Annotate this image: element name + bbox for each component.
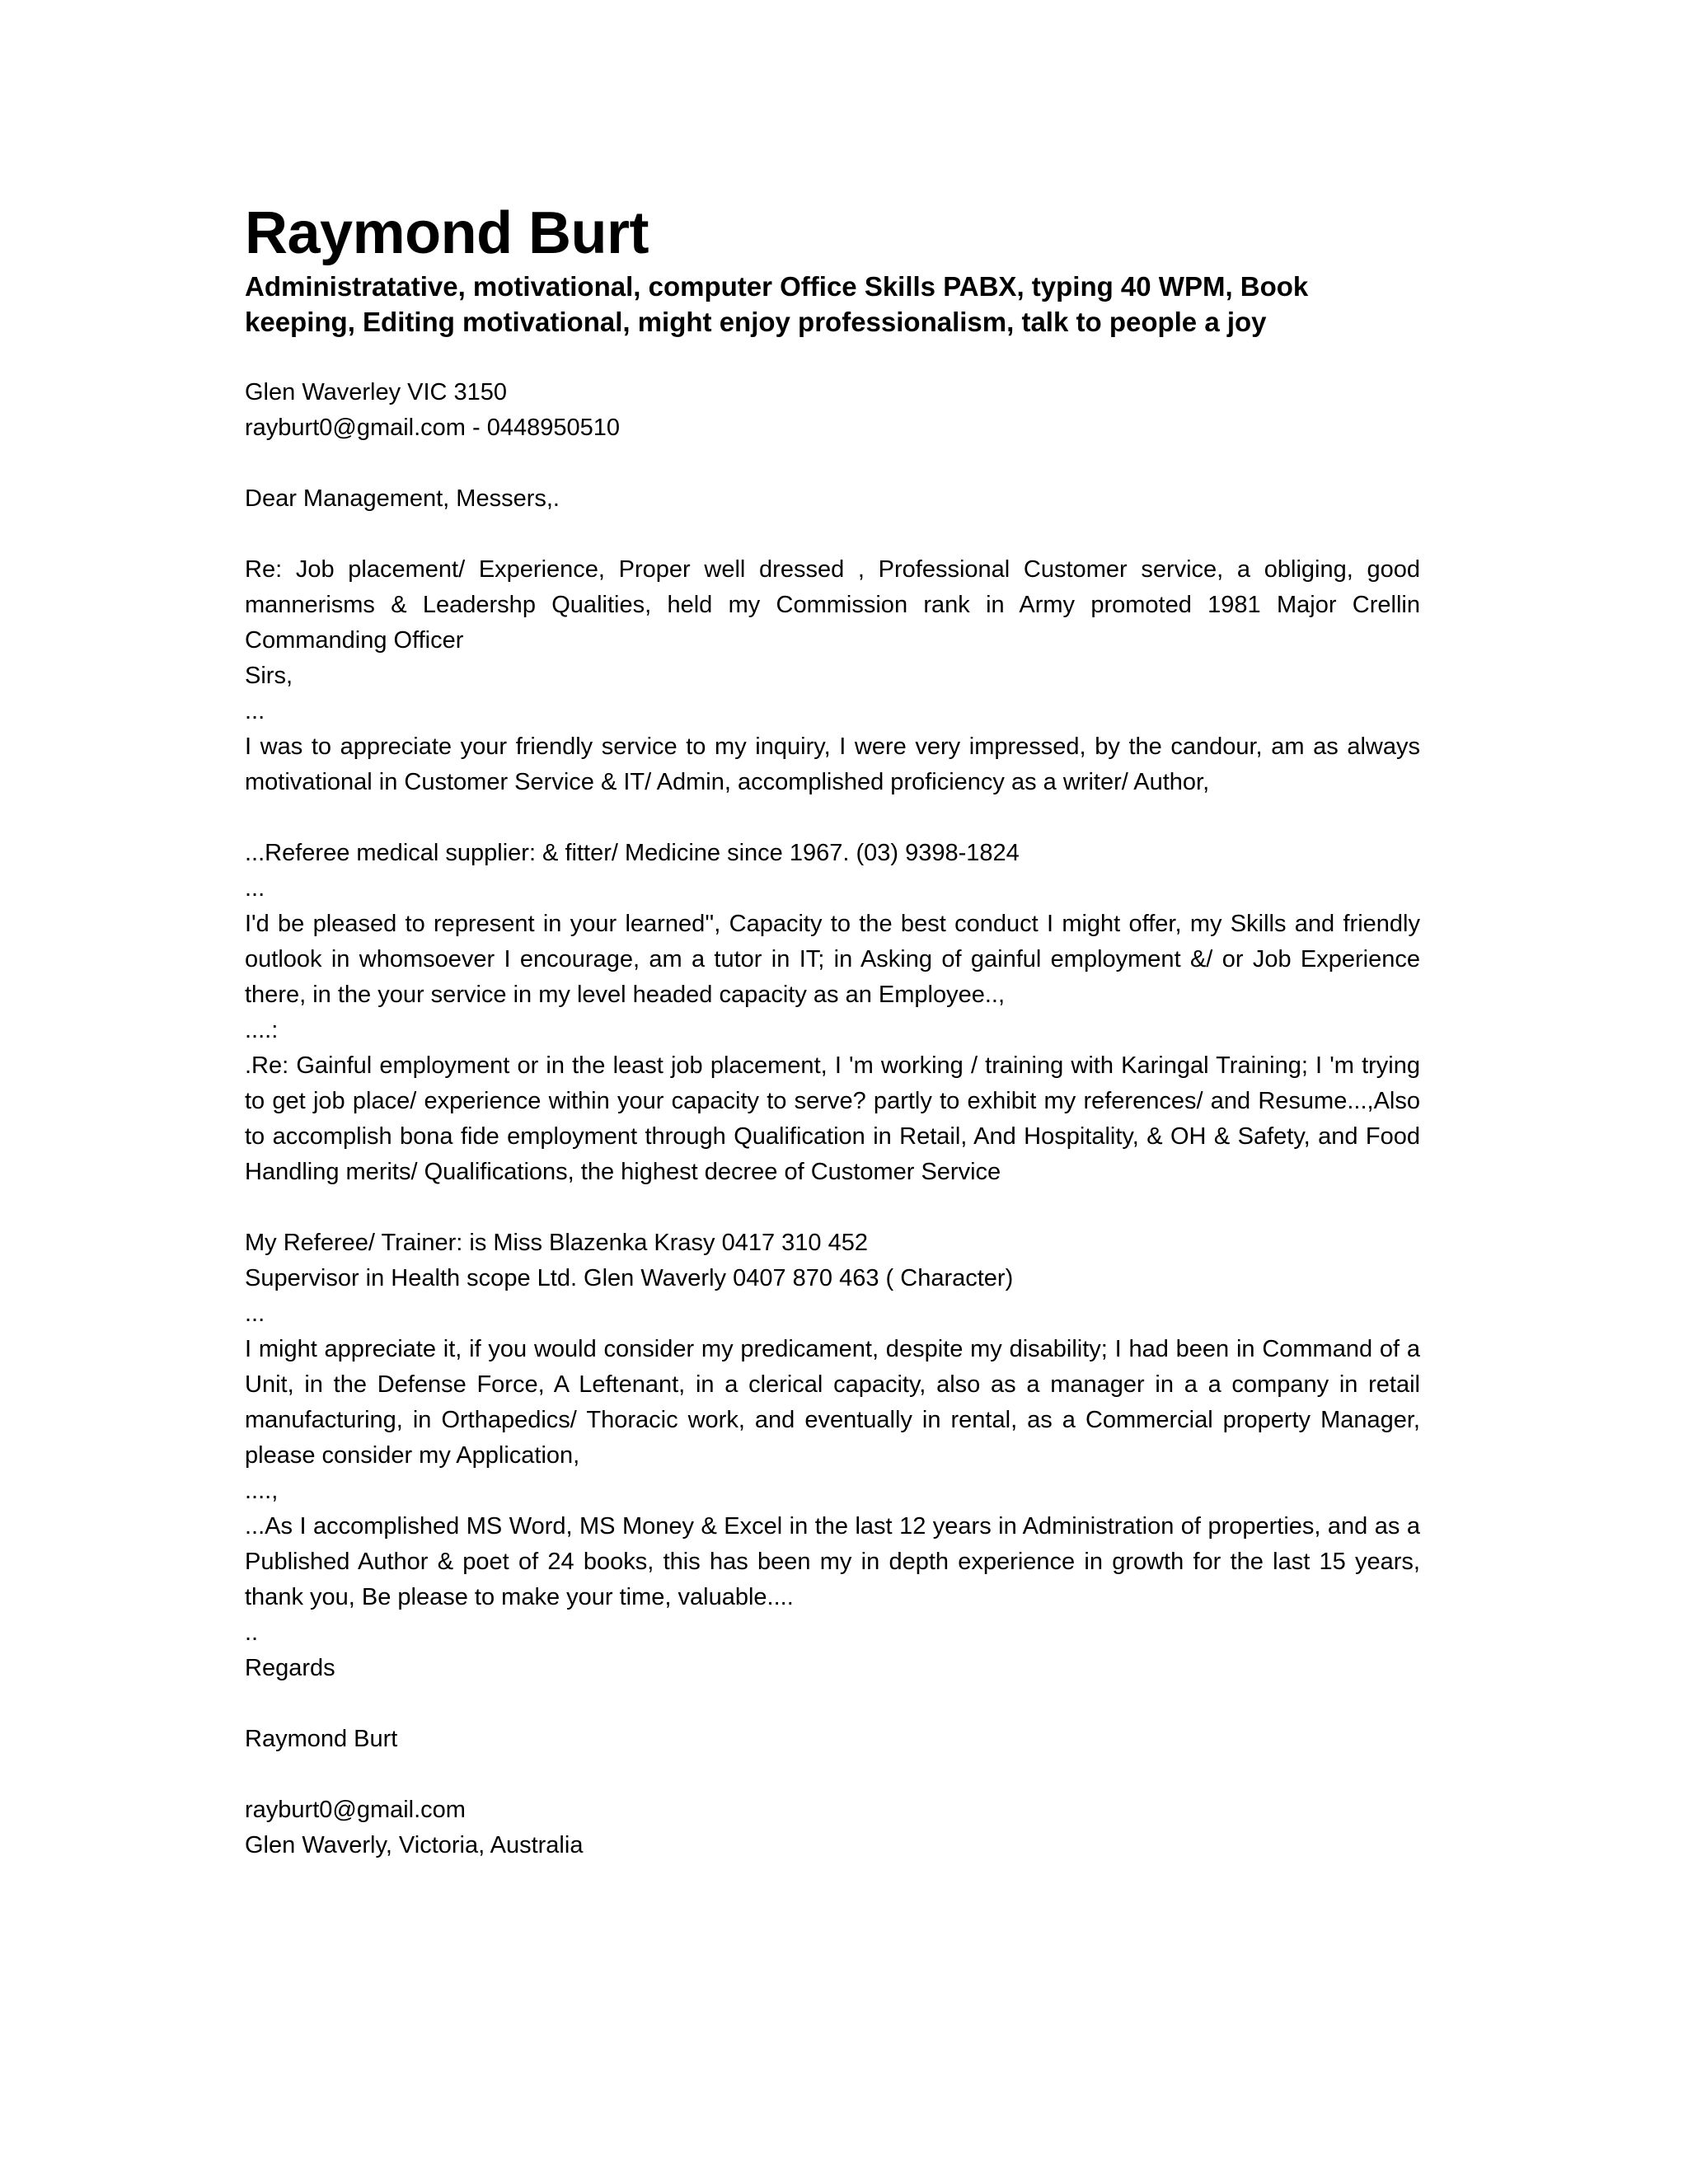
paragraph-appreciation: I was to appreciate your friendly service to my inquiry, I were very impressed, by the candour, am as always motivational in Customer Service & IT/ Admin, accomplished proficiency as a writer/ Author, — [245, 733, 1420, 795]
spacer — [245, 446, 1420, 481]
spacer — [245, 1757, 1420, 1793]
spacer — [245, 340, 1420, 375]
applicant-name: Raymond Burt — [245, 200, 649, 266]
letter-content — [245, 198, 1420, 1863]
referee-trainer: My Referee/ Trainer: is Miss Blazenka Krasy 0417 310 452 — [245, 1230, 868, 1256]
contact-address: Glen Waverley VIC 3150 — [245, 379, 508, 405]
contact-email-phone: rayburt0@gmail.com - 0448950510 — [245, 415, 621, 441]
paragraph-represent: I'd be pleased to represent in your learned'', Capacity to the best conduct I might offer, my Skills and friendly outlook in whomsoever I encourage, am a tutor in IT; in Asking of gainful employment &/ or Job Experience there, in the your service in my level headed capacity as an Employee.., — [245, 911, 1420, 1008]
paragraph-experience: ...As I accomplished MS Word, MS Money & Excel in the last 12 years in Administration of properties, and as a Published Author & poet of 24 books, this has been my in depth experience in growth for the last 15 years, thank you, Be please to make your time, valuable.... — [245, 1513, 1420, 1610]
separator: ... — [245, 698, 265, 724]
salutation: Dear Management, Messers,. — [245, 485, 560, 512]
separator: .. — [245, 1619, 259, 1646]
footer-location: Glen Waverly, Victoria, Australia — [245, 1832, 584, 1858]
paragraph-predicament: I might appreciate it, if you would consider my predicament, despite my disability; I had been in Command of a Unit, in the Defense Force, A Leftenant, in a clerical capacity, also as a manager in a a company in retail manufacturing, in Orthapedics/ Thoracic work, and eventually in rental, as a Commercial property Manager, please consider my Application, — [245, 1336, 1420, 1469]
footer-email: rayburt0@gmail.com — [245, 1797, 466, 1823]
spacer — [245, 517, 1420, 552]
re-line: Re: Job placement/ Experience, Proper well dressed , Professional Customer service, a obliging, good mannerisms & Leadershp Qualities, held my Commission rank in Army promoted 1981 Major Crellin Commanding Officer — [245, 556, 1420, 654]
separator: ...., — [245, 1478, 279, 1504]
spacer — [245, 1686, 1420, 1722]
sirs-line: Sirs, — [245, 663, 293, 689]
spacer — [245, 800, 1420, 836]
separator: ... — [245, 1301, 265, 1327]
paragraph-employment: .Re: Gainful employment or in the least job placement, I 'm working / training with Karingal Training; I 'm trying to get job place/ experience within your capacity to serve? partly to exhibit my references/ and Resume...,Also to accomplish bona fide employment through Qualification in Retail, And Hospitality, & OH & Safety, and Food Handling merits/ Qualifications, the highest decree of Customer Service — [245, 1052, 1420, 1185]
separator: ... — [245, 875, 265, 902]
supervisor-reference: Supervisor in Health scope Ltd. Glen Waverly 0407 870 463 ( Character) — [245, 1265, 1014, 1291]
signature-name: Raymond Burt — [245, 1726, 398, 1752]
spacer — [245, 1190, 1420, 1226]
skills-headline: Administratative, motivational, computer Office Skills PABX, typing 40 WPM, Book keeping, Editing motivational, might enjoy professionalism, talk to people a joy — [245, 271, 1309, 337]
closing: Regards — [245, 1655, 335, 1681]
referee-medical: ...Referee medical supplier: & fitter/ Medicine since 1967. (03) 9398-1824 — [245, 840, 1020, 866]
separator: ....: — [245, 1017, 279, 1043]
